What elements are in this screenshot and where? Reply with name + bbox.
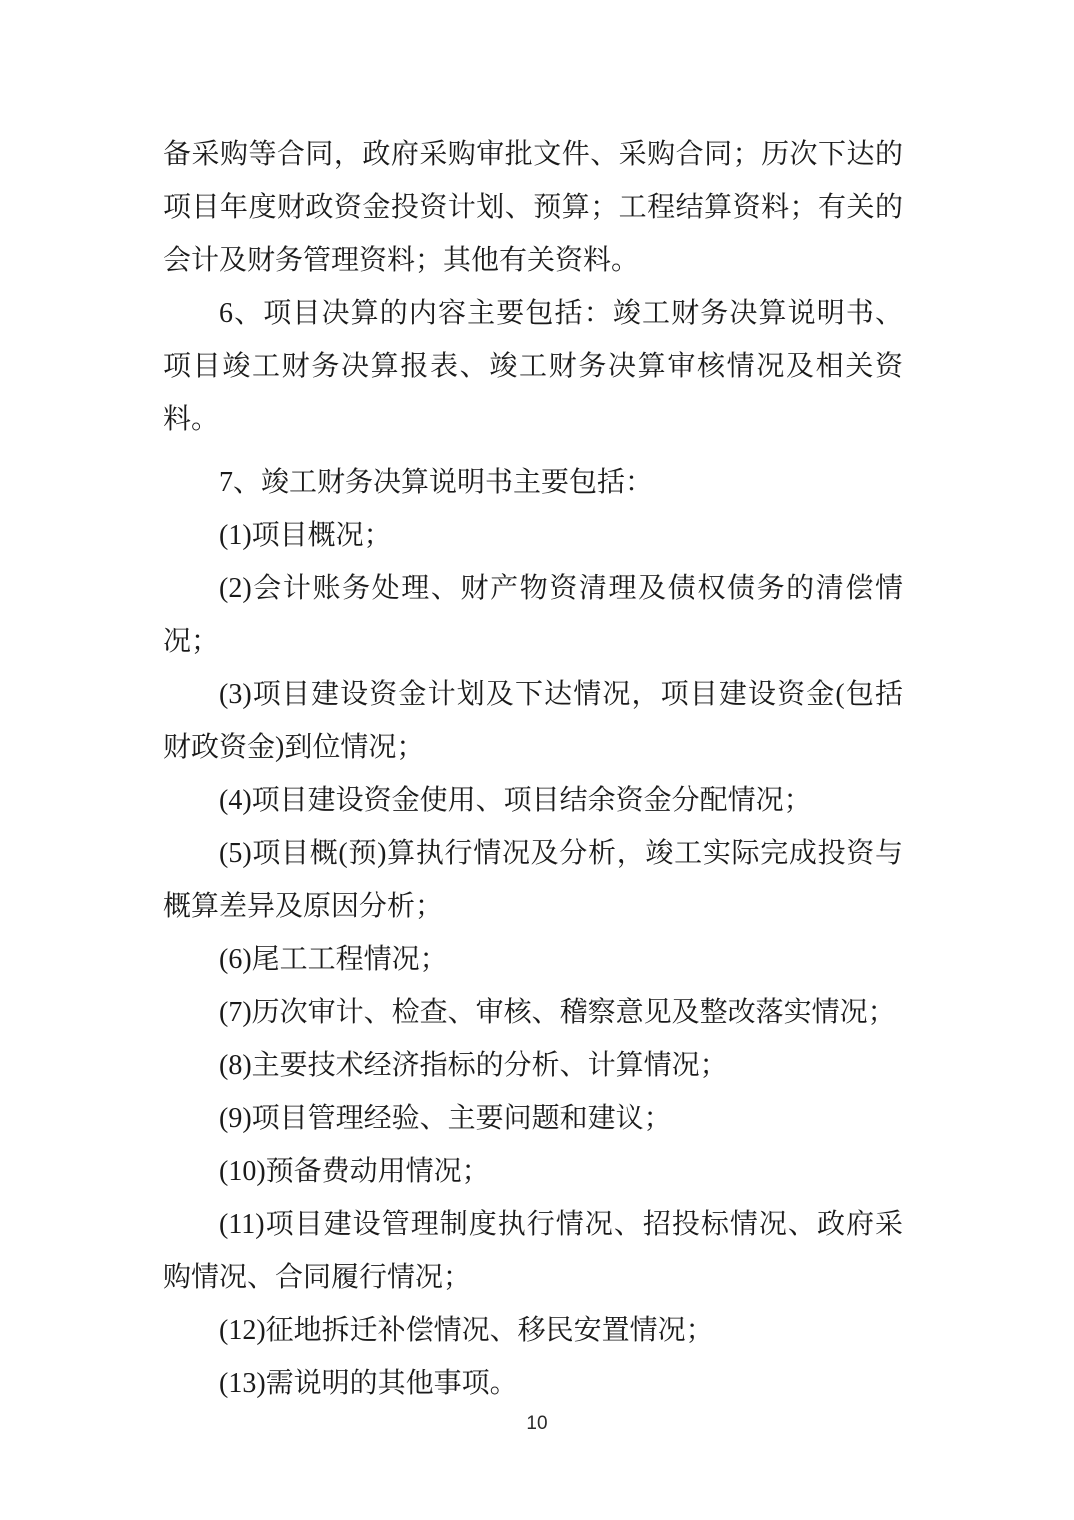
paragraph: (2)会计账务处理、财产物资清理及债权债务的清偿情况；	[163, 573, 903, 657]
paragraph: (9)项目管理经验、主要问题和建议；	[219, 1103, 672, 1134]
document-body	[163, 128, 903, 1410]
paragraph: (5)项目概(预)算执行情况及分析，竣工实际完成投资与概算差异及原因分析；	[163, 838, 903, 922]
page-number: 10	[526, 1413, 548, 1434]
paragraph: 7、竣工财务决算说明书主要包括：	[219, 467, 654, 498]
paragraph: (8)主要技术经济指标的分析、计算情况；	[219, 1050, 728, 1081]
paragraph: (13)需说明的其他事项。	[219, 1368, 518, 1399]
paragraph: (12)征地拆迁补偿情况、移民安置情况；	[219, 1315, 714, 1346]
paragraph: (4)项目建设资金使用、项目结余资金分配情况；	[219, 785, 812, 816]
paragraph: (10)预备费动用情况；	[219, 1156, 490, 1187]
paragraph: (11)项目建设管理制度执行情况、招投标情况、政府采购情况、合同履行情况；	[163, 1209, 903, 1293]
paragraph: 备采购等合同，政府采购审批文件、采购合同；历次下达的项目年度财政资金投资计划、预算；工程结算资料；有关的会计及财务管理资料；其他有关资料。	[163, 139, 903, 276]
paragraph: (1)项目概况；	[219, 520, 392, 551]
paragraph: (7)历次审计、检查、审核、稽察意见及整改落实情况；	[219, 997, 896, 1028]
paragraph: (6)尾工工程情况；	[219, 944, 448, 975]
paragraph: 6、项目决算的内容主要包括：竣工财务决算说明书、项目竣工财务决算报表、竣工财务决算审核情况及相关资料。	[163, 298, 903, 435]
paragraph: (3)项目建设资金计划及下达情况，项目建设资金(包括财政资金)到位情况；	[163, 679, 903, 763]
